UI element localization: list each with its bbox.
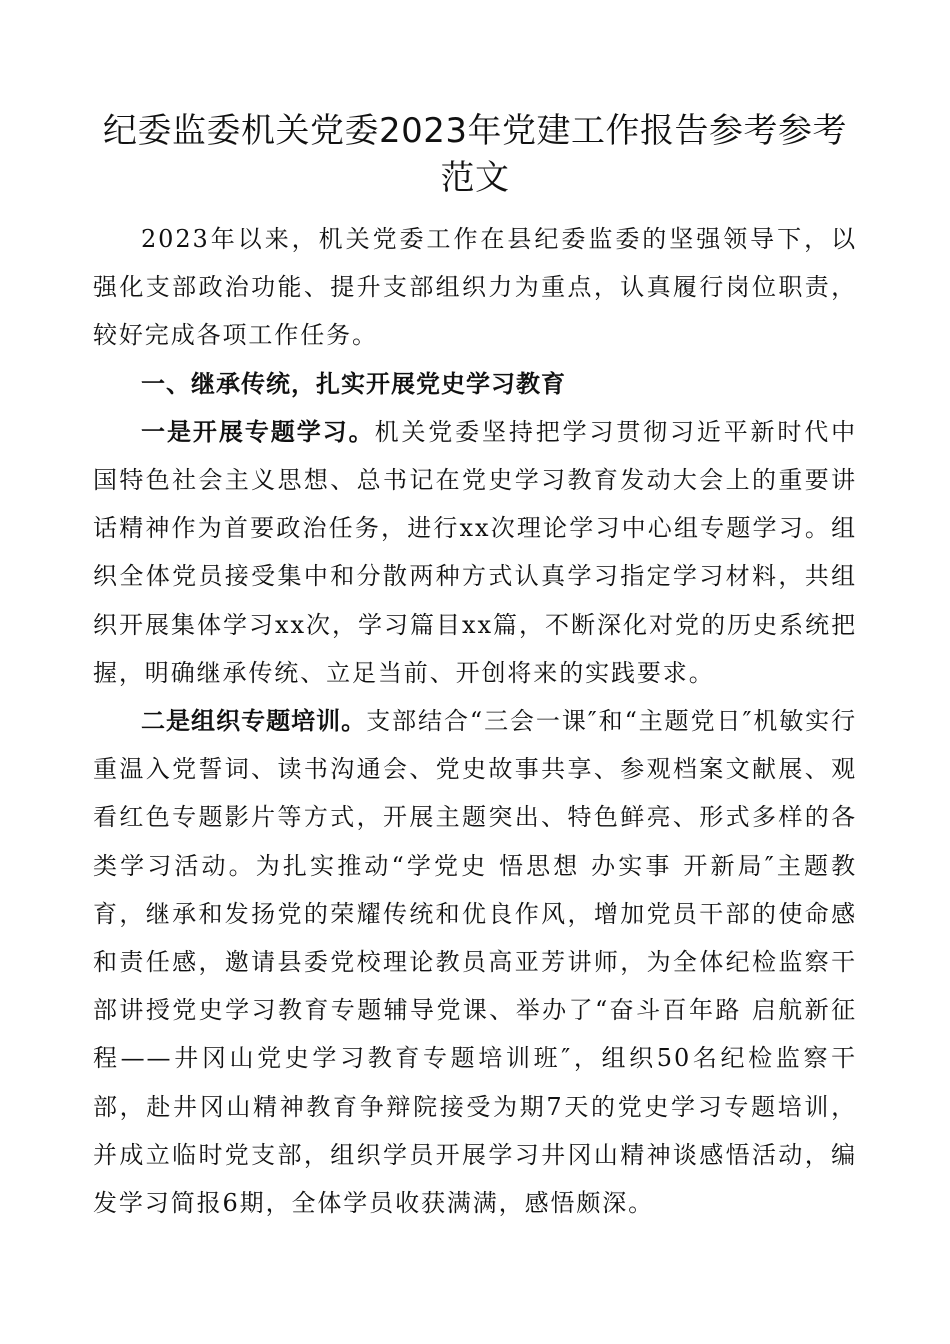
item-1-text: 机关党委坚持把学习贯彻习近平新时代中国特色社会主义思想、总书记在党史学习教育发动大会上的重要讲话精神作为首要政治任务，进行xx次理论学习中心组专题学习。组织全体党员接受集中和分散两种方式认真学习指定学习材料，共组织开展集体学习xx次，学习篇目xx篇，不断深化对党的历史系统把握，明确继承传统、立足当前、开创将来的实践要求。 (93, 417, 858, 687)
title-line-2: 范文 (440, 158, 510, 198)
item-2-text: 支部结合“三会一课″和“主题党日″机敏实行重温入党誓词、读书沟通会、党史故事共享、参观档案文献展、观看红色专题影片等方式，开展主题突出、特色鲜亮、形式多样的各类学习活动。为扎实推动“学党史 悟思想 办实事 开新局″主题教育，继承和发扬党的荣耀传统和优良作风，增加党员干部的使命感和责任感，邀请县委党校理论教员高亚芳讲师，为全体纪检监察干部讲授党史学习教育专题辅导党课、举办了“奋斗百年路 启航新征程——井冈山党史学习教育专题培训班″，组织50名纪检监察干部，赴井冈山精神教育争辩院接受为期7天的党史学习专题培训，并成立临时党支部，组织学员开展学习井冈山精神谈感悟活动，编发学习简报6期，全体学员收获满满，感悟颇深。 (93, 707, 858, 1218)
item-2-paragraph (93, 697, 857, 1227)
item-2-lead: 二是组织专题培训。 (141, 707, 367, 736)
intro-paragraph: 2023年以来，机关党委工作在县纪委监委的坚强领导下，以强化支部政治功能、提升支部组织力为重点，认真履行岗位职责，较好完成各项工作任务。 (93, 225, 857, 350)
item-1-lead: 一是开展专题学习。 (141, 417, 375, 446)
document-title (93, 108, 857, 202)
document-page (93, 108, 857, 1227)
document-body (93, 215, 857, 1227)
item-1-paragraph (93, 408, 857, 697)
section-1-heading: 一、继承传统，扎实开展党史学习教育 (141, 369, 566, 398)
title-line-1: 纪委监委机关党委2023年党建工作报告参考参考 (102, 111, 848, 151)
